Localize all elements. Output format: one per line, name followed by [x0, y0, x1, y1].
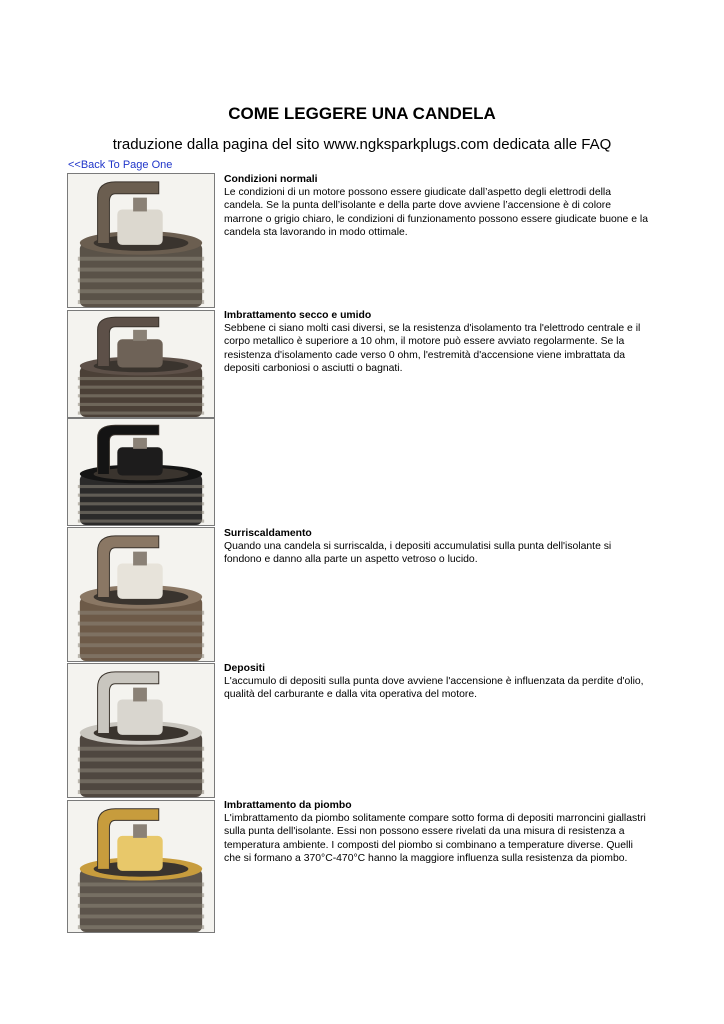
spark-plug-deposits-photo — [67, 663, 215, 798]
section-body: L'accumulo di depositi sulla punta dove avviene l'accensione è influenzata da perdite d'olio, qualità del carburante e dalla vita operativa del motore. — [224, 676, 644, 701]
spark-plug-wet-fouled-photo — [67, 418, 215, 526]
spark-plug-overheating-photo — [67, 527, 215, 662]
section-body: Quando una candela si surriscalda, i depositi accumulatisi sulla punta dell'isolante si fondono e danno alla parte un aspetto vetroso o lucido. — [224, 541, 612, 566]
spark-plug-icon — [68, 419, 214, 525]
section-heading: Surriscaldamento — [224, 528, 312, 539]
section-deposits — [224, 662, 650, 702]
spark-plug-icon — [68, 528, 214, 661]
section-heading: Imbrattamento da piombo — [224, 800, 352, 811]
section-heading: Depositi — [224, 663, 265, 674]
section-overheating — [224, 527, 650, 567]
spark-plug-icon — [68, 174, 214, 307]
section-body: Le condizioni di un motore possono essere giudicate dall’aspetto degli elettrodi della candela. Se la punta dell’isolante e della parte dove avviene l’accensione è di colore marrone o grigio chiaro, le condizioni di funzionamento possono essere giudicate buone e la candela sta lavorando in modo ottimale. — [224, 187, 648, 238]
spark-plug-icon — [68, 664, 214, 797]
spark-plug-dry-fouled-photo — [67, 310, 215, 418]
spark-plug-lead-fouling-photo — [67, 800, 215, 933]
page-subtitle: traduzione dalla pagina del sito www.ngksparkplugs.com dedicata alle FAQ — [112, 136, 612, 153]
section-body: L'imbrattamento da piombo solitamente compare sotto forma di depositi marroncini giallastri sulla punta dell'isolante. Essi non possono essere rivelati da una misura di resistenza a temperatura ambiente. I composti del piombo si combinano a temperature diverse. Quelli che si formano a 370°C-470°C hanno la maggiore influenza sulla resistenza da piombo. — [224, 813, 646, 864]
section-body: Sebbene ci siano molti casi diversi, se la resistenza d'isolamento tra l'elettrodo centrale e il corpo metallico è superiore a 10 ohm, il motore può essere avviato regolarmente. Se la resistenza d'isolamento cade verso 0 ohm, l'estremità d'accensione viene imbrattata da depositi carboniosi o asciutti o bagnati. — [224, 323, 641, 374]
section-heading: Condizioni normali — [224, 174, 318, 185]
section-normal-conditions — [224, 173, 650, 239]
page-title: COME LEGGERE UNA CANDELA — [228, 104, 496, 123]
spark-plug-normal-photo — [67, 173, 215, 308]
section-heading: Imbrattamento secco e umido — [224, 310, 372, 321]
back-link[interactable]: <<Back To Page One — [68, 159, 173, 171]
section-lead-fouling — [224, 799, 650, 865]
spark-plug-icon — [68, 311, 214, 417]
section-dry-wet-fouling — [224, 309, 650, 375]
spark-plug-icon — [68, 801, 214, 932]
